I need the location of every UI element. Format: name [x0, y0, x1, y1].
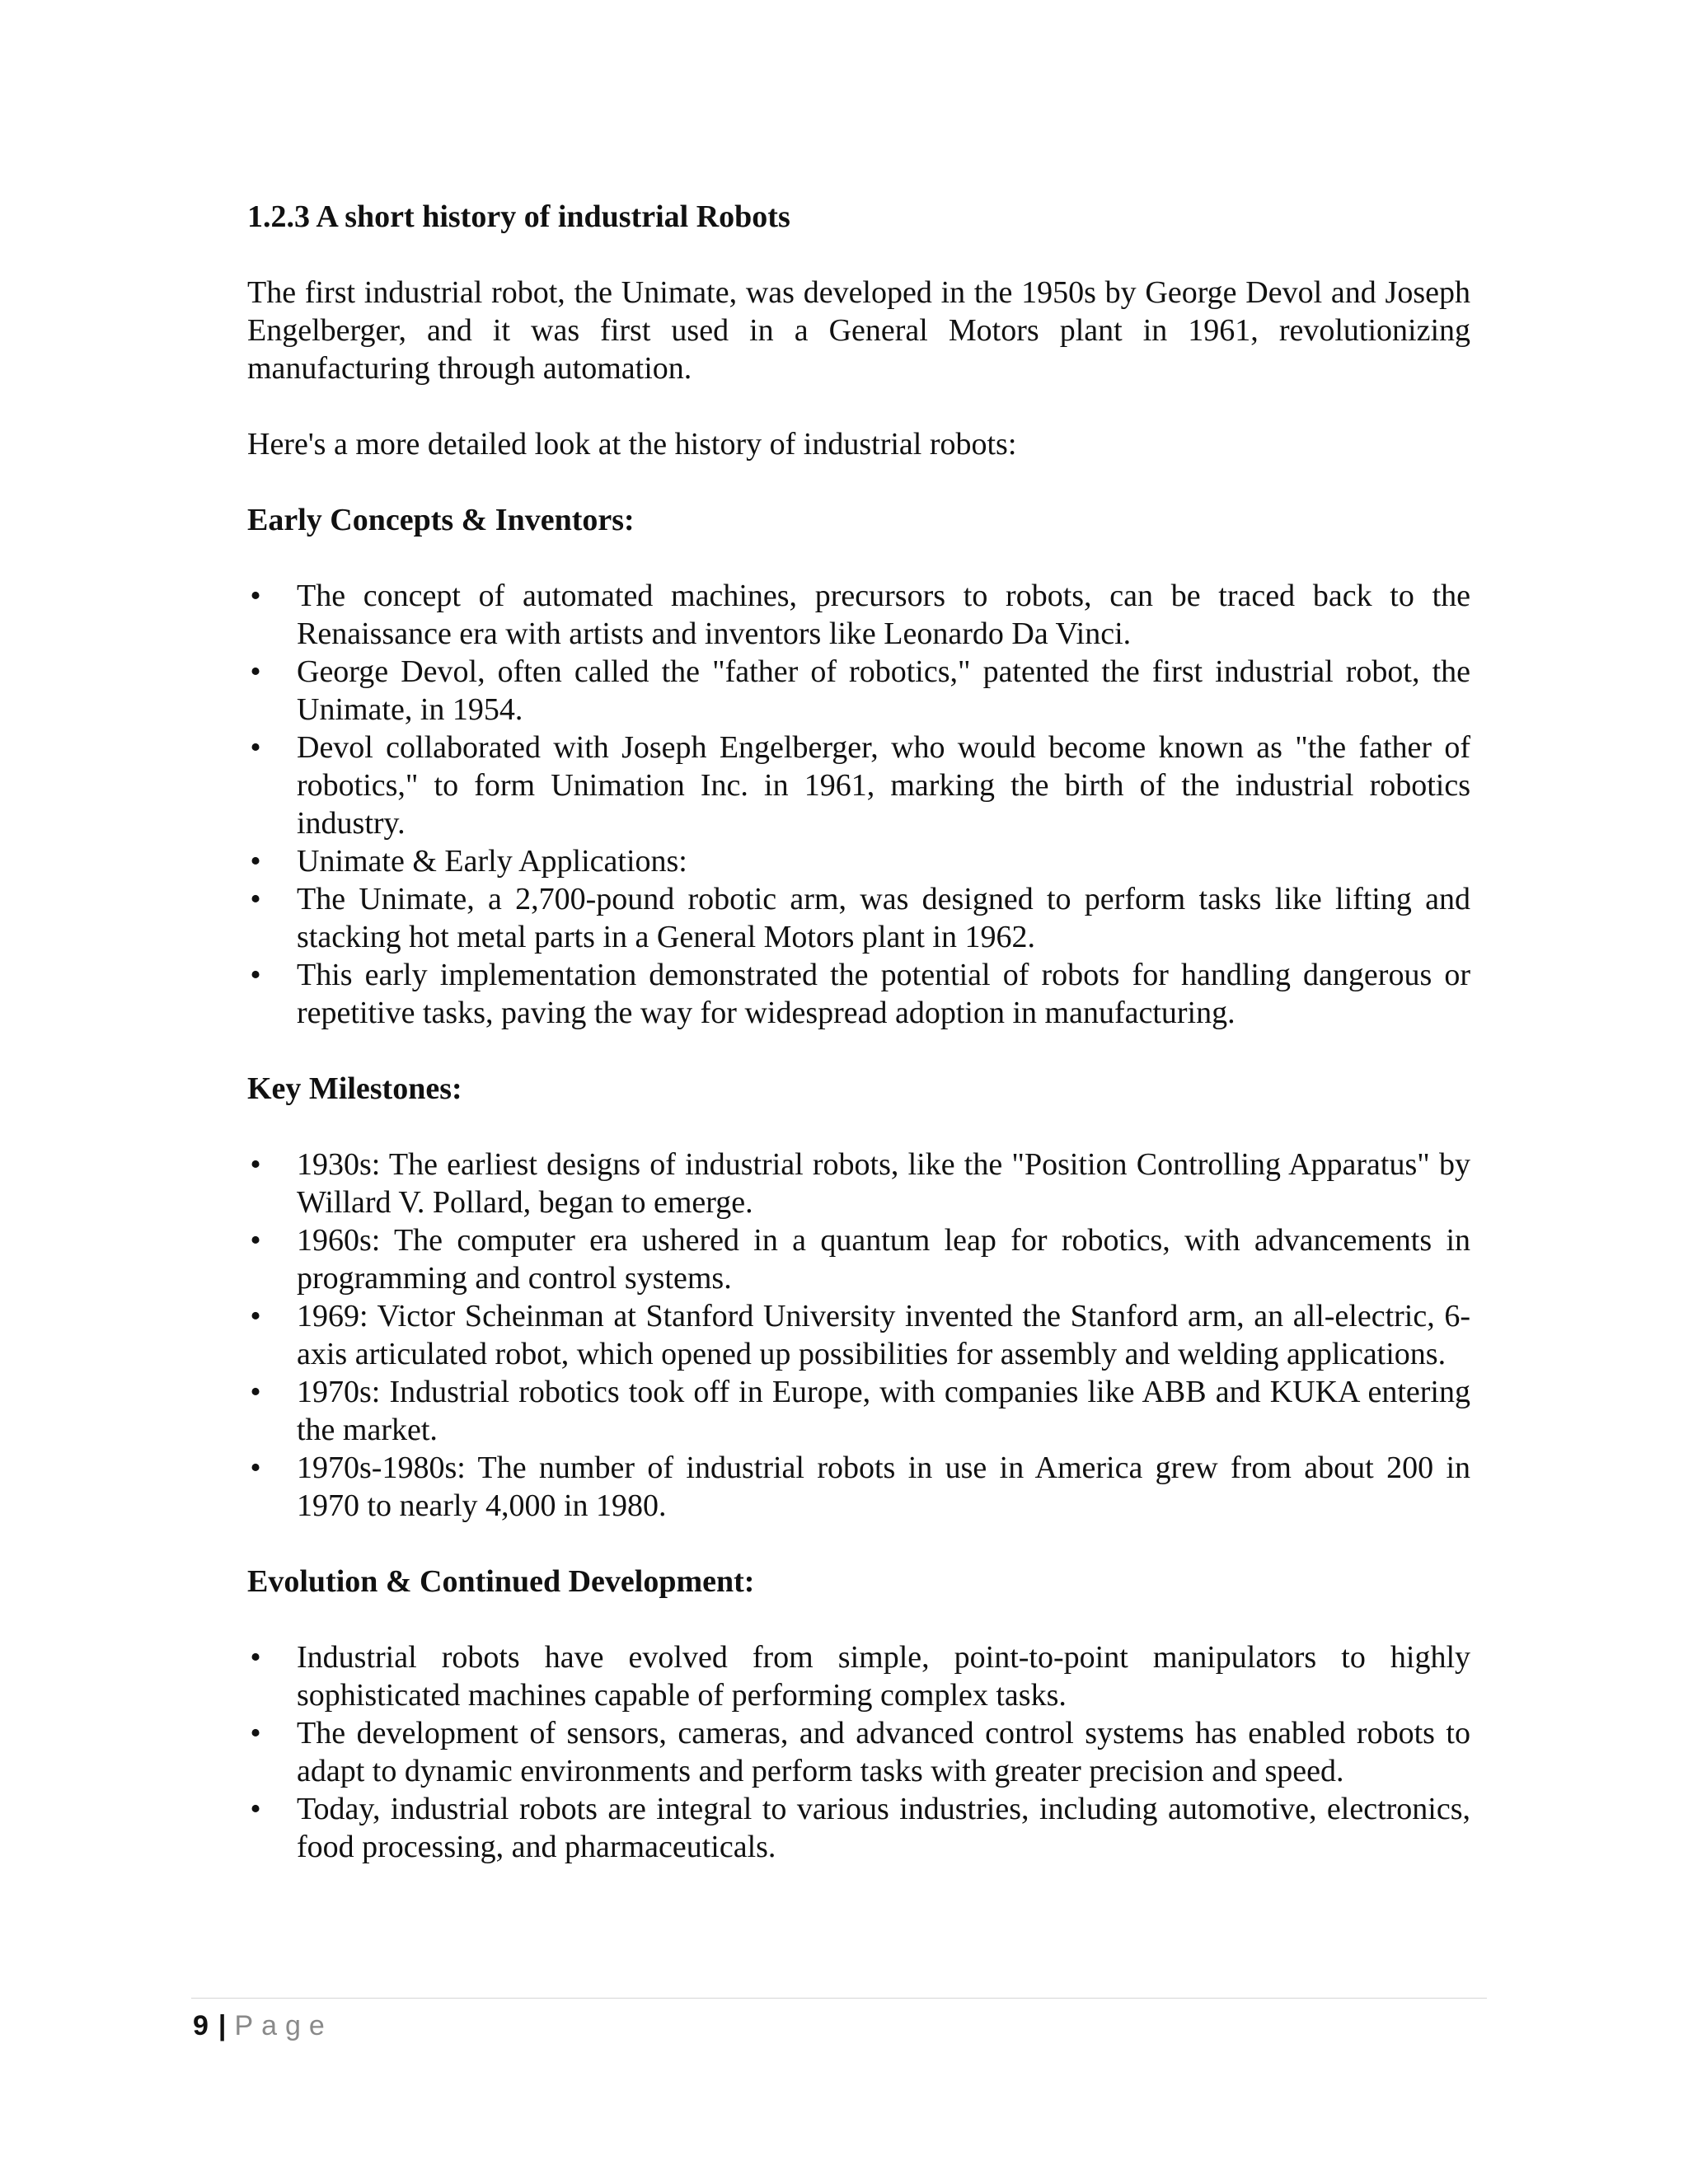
heading-early-concepts: Early Concepts & Inventors:: [247, 503, 635, 537]
bullet-icon: •: [250, 958, 261, 992]
heading-evolution: Evolution & Continued Development:: [247, 1564, 755, 1599]
list-item: [247, 1297, 1470, 1373]
list-item-text: 1930s: The earliest designs of industrial robots, like the "Position Controlling Apparatus" by Willard V. Pollard, began to emerge.: [297, 1147, 1470, 1220]
bullet-icon: •: [250, 654, 261, 689]
list-item-text: The concept of automated machines, precursors to robots, can be traced back to the Renaissance era with artists and inventors like Leonardo Da Vinci.: [297, 579, 1470, 651]
list-item: [247, 577, 1470, 653]
list-item: [247, 1146, 1470, 1221]
list-early-concepts: [247, 577, 1470, 1032]
list-item: [247, 1790, 1470, 1866]
list-item: [247, 956, 1470, 1032]
page-number: 9: [193, 2010, 209, 2041]
section-title: 1.2.3 A short history of industrial Robots: [247, 199, 790, 234]
list-item: [247, 1449, 1470, 1525]
footer-separator: |: [218, 2010, 227, 2041]
bullet-icon: •: [250, 1375, 261, 1409]
bullet-icon: •: [250, 579, 261, 613]
list-item-text: 1970s: Industrial robotics took off in Europe, with companies like ABB and KUKA entering the market.: [297, 1375, 1470, 1447]
list-item: [247, 653, 1470, 729]
list-item: [247, 1714, 1470, 1790]
list-item: [247, 729, 1470, 842]
bullet-icon: •: [250, 1716, 261, 1750]
list-item-text: The development of sensors, cameras, and advanced control systems has enabled robots to adapt to dynamic environments and perform tasks with greater precision and speed.: [297, 1716, 1470, 1788]
list-item: [247, 880, 1470, 956]
bullet-icon: •: [250, 1299, 261, 1333]
list-item: [247, 1638, 1470, 1714]
bullet-icon: •: [250, 1147, 261, 1182]
list-item-text: This early implementation demonstrated the potential of robots for handling dangerous or repetitive tasks, paving the way for widespread adoption in manufacturing.: [297, 958, 1470, 1030]
page-footer: [193, 2008, 333, 2044]
list-item-text: George Devol, often called the "father of robotics," patented the first industrial robot, the Unimate, in 1954.: [297, 654, 1470, 727]
lead-in-paragraph: Here's a more detailed look at the history of industrial robots:: [247, 427, 1017, 462]
bullet-icon: •: [250, 844, 261, 879]
bullet-icon: •: [250, 730, 261, 765]
bullet-icon: •: [250, 1640, 261, 1675]
list-key-milestones: [247, 1146, 1470, 1525]
bullet-icon: •: [250, 1792, 261, 1826]
bullet-icon: •: [250, 1451, 261, 1485]
list-item-text: 1970s-1980s: The number of industrial robots in use in America grew from about 200 in 1970 to nearly 4,000 in 1980.: [297, 1451, 1470, 1523]
footer-divider: [191, 1998, 1487, 1999]
bullet-icon: •: [250, 882, 261, 916]
list-item: [247, 1221, 1470, 1297]
list-item-text: Industrial robots have evolved from simple, point-to-point manipulators to highly sophisticated machines capable of performing complex tasks.: [297, 1640, 1470, 1713]
list-item-text: 1969: Victor Scheinman at Stanford University invented the Stanford arm, an all-electric, 6-axis articulated robot, which opened up possibilities for assembly and welding applications.: [297, 1299, 1470, 1371]
heading-key-milestones: Key Milestones:: [247, 1071, 462, 1106]
page-content: [247, 198, 1470, 1866]
page-label: Page: [234, 2010, 333, 2041]
list-item-text: Devol collaborated with Joseph Engelberger, who would become known as "the father of robotics," to form Unimation Inc. in 1961, marking the birth of the industrial robotics industry.: [297, 730, 1470, 841]
list-item: [247, 842, 1470, 880]
intro-paragraph: The first industrial robot, the Unimate, was developed in the 1950s by George Devol and Joseph Engelberger, and it was first used in a General Motors plant in 1961, revolutionizing manufacturing through automation.: [247, 275, 1470, 386]
bullet-icon: •: [250, 1223, 261, 1258]
list-item-text: Unimate & Early Applications:: [297, 844, 687, 879]
list-item-text: 1960s: The computer era ushered in a quantum leap for robotics, with advancements in programming and control systems.: [297, 1223, 1470, 1296]
list-evolution: [247, 1638, 1470, 1866]
list-item-text: The Unimate, a 2,700-pound robotic arm, was designed to perform tasks like lifting and stacking hot metal parts in a General Motors plant in 1962.: [297, 882, 1470, 954]
list-item-text: Today, industrial robots are integral to various industries, including automotive, electronics, food processing, and pharmaceuticals.: [297, 1792, 1470, 1864]
list-item: [247, 1373, 1470, 1449]
